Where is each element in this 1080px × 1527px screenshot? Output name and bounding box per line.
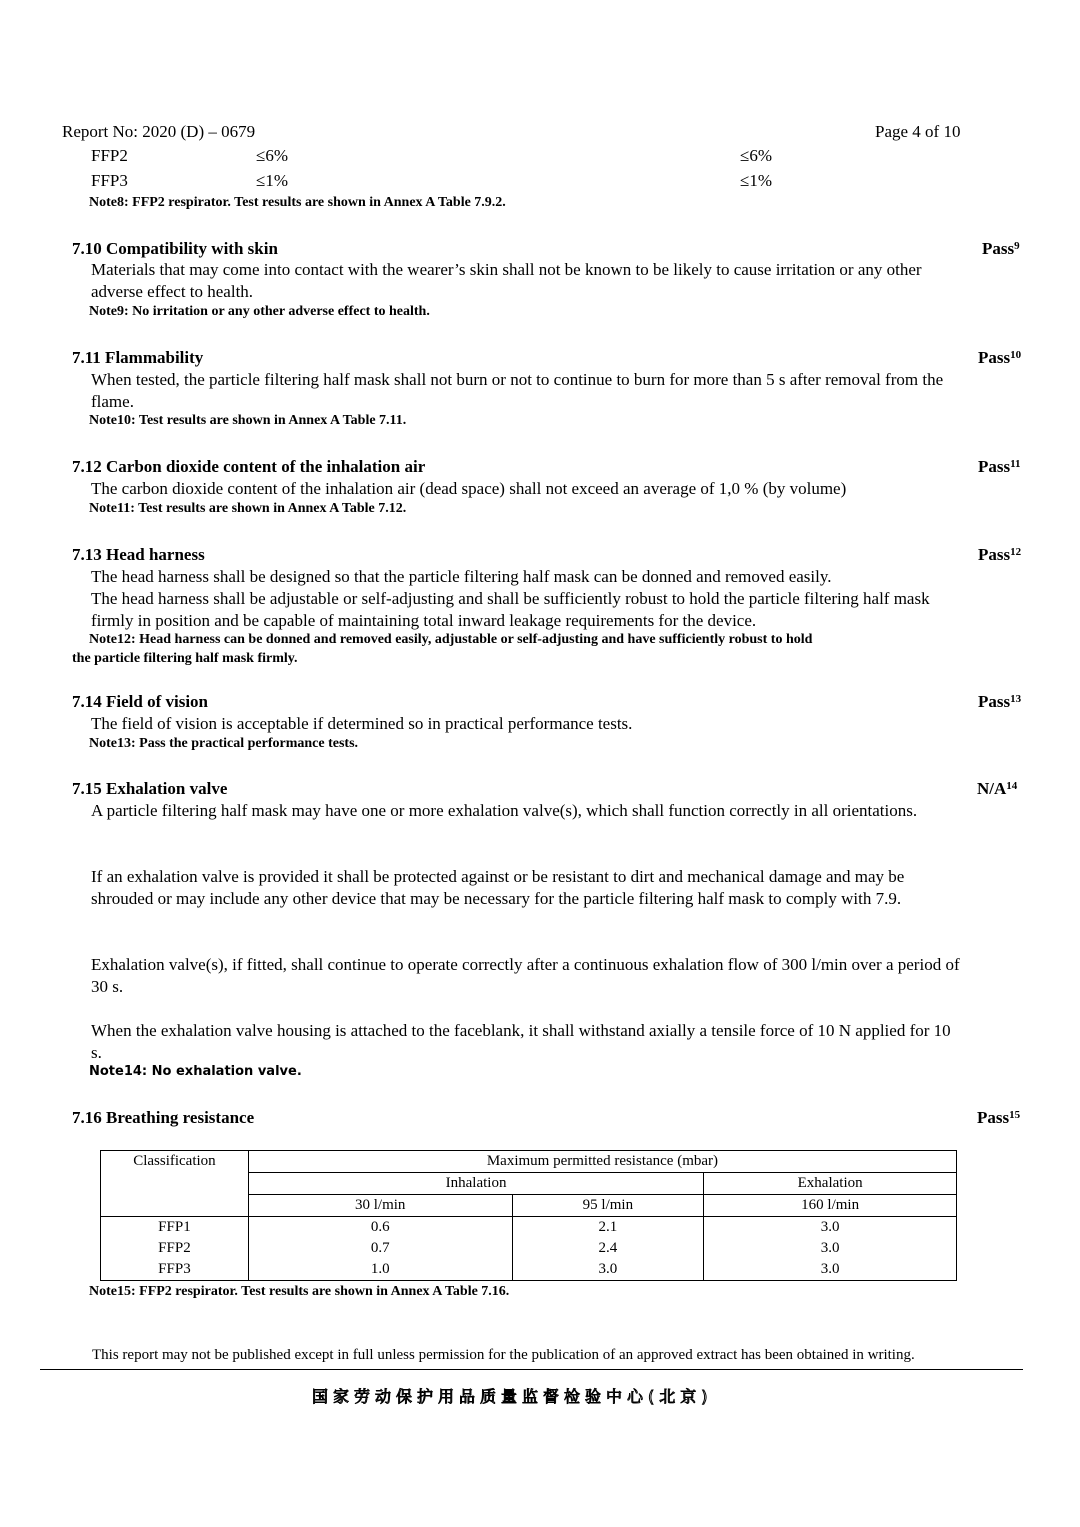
requirement-text: The head harness shall be adjustable or self-adjusting and shall be sufficiently robust to hold the particle filtering half mask firmly in position and be capable of maintaining total inward leakage requirements for the device.: [91, 589, 930, 630]
requirement-text: If an exhalation valve is provided it shall be protected against or be resistant to dirt and mechanical damage and may be shrouded or may include any other device that may be necessary for the particle filtering half mask to comply with 7.9.: [91, 867, 905, 908]
table-cell: FFP3: [101, 1259, 249, 1281]
section-title-7-11: 7.11 Flammability: [72, 348, 204, 367]
table-cell: 0.7: [248, 1238, 512, 1259]
header-30-lmin: 30 l/min: [248, 1195, 512, 1217]
footnote-ref: 11: [1010, 458, 1021, 470]
requirement-text: Exhalation valve(s), if fitted, shall continue to operate correctly after a continuous exhalation flow of 300 l/min over a period of 30 s.: [91, 955, 960, 996]
table-cell: FFP2: [101, 1238, 249, 1259]
footer-divider: [40, 1369, 1023, 1370]
table-cell: 3.0: [704, 1259, 957, 1281]
footnote-ref: 13: [1010, 693, 1022, 705]
result-7-16: Pass$^{15}$: [977, 1108, 1021, 1127]
institution-stamp: 国家劳动保护用品质量监督检验中心(北京): [312, 1387, 713, 1406]
section-title-7-12: 7.12 Carbon dioxide content of the inhalation air: [72, 457, 426, 476]
requirement-text: Materials that may come into contact with the wearer’s skin shall not be known to be likely to cause irritation or any other adverse effect to health.: [91, 260, 922, 301]
section-title-7-16: 7.16 Breathing resistance: [72, 1108, 255, 1127]
header-exhalation: Exhalation: [704, 1173, 957, 1195]
requirement-text: When tested, the particle filtering half mask shall not burn or not to continue to burn for more than 5 s after removal from the flame.: [91, 370, 944, 411]
header-max-resistance: Maximum permitted resistance (mbar): [248, 1151, 956, 1173]
table-cell: 3.0: [704, 1217, 957, 1239]
requirement-text: The carbon dioxide content of the inhalation air (dead space) shall not exceed an average of 1,0 % (by volume): [91, 479, 847, 498]
header-classification: Classification: [101, 1151, 249, 1173]
footnote-ref: 12: [1010, 546, 1022, 558]
table-cell: 3.0: [704, 1238, 957, 1259]
note-12: Note12: Head harness can be donned and removed easily, adjustable or self-adjusting and have sufficiently robust to hold: [89, 632, 813, 647]
note-13: Note13: Pass the practical performance tests.: [89, 736, 359, 751]
requirement-text: The field of vision is acceptable if determined so in practical performance tests.: [91, 714, 633, 733]
section-title-7-10: 7.10 Compatibility with skin: [72, 239, 278, 258]
note-10: Note10: Test results are shown in Annex A Table 7.11.: [89, 413, 407, 428]
result-7-15: $N/A^{14}$: [977, 779, 1018, 798]
section-title-7-15: 7.15 Exhalation valve: [72, 779, 228, 798]
requirement-text: When the exhalation valve housing is attached to the faceblank, it shall withstand axially a tensile force of 10 N applied for 10 s.: [91, 1021, 951, 1062]
breathing-resistance-table: [100, 1150, 957, 1281]
table-cell-empty: [101, 1195, 249, 1217]
table-row: [101, 1259, 957, 1281]
table-cell: 3.0: [512, 1259, 704, 1281]
header-160-lmin: 160 l/min: [704, 1195, 957, 1217]
table-cell: 2.4: [512, 1238, 704, 1259]
note-9: Note9: No irritation or any other adverse effect to health.: [89, 304, 430, 319]
leakage-limit-b: ≤1%: [740, 171, 772, 190]
header-95-lmin: 95 l/min: [512, 1195, 704, 1217]
table-cell-empty: [101, 1173, 249, 1195]
section-title-7-14: 7.14 Field of vision: [72, 692, 209, 711]
leakage-limit-a: ≤1%: [256, 171, 288, 190]
leakage-class: FFP2: [91, 146, 128, 165]
leakage-limit-a: ≤6%: [256, 146, 288, 165]
footer-disclaimer: This report may not be published except in full unless permission for the publication of an approved extract has been obtained in writing.: [92, 1347, 915, 1363]
table-cell: FFP1: [101, 1217, 249, 1239]
result-7-13: Pass$^{12}$: [978, 545, 1022, 564]
table-cell: 1.0: [248, 1259, 512, 1281]
table-cell: 2.1: [512, 1217, 704, 1239]
footnote-ref: 10: [1010, 349, 1022, 361]
header-inhalation: Inhalation: [248, 1173, 703, 1195]
note-15: Note15: FFP2 respirator. Test results are shown in Annex A Table 7.16.: [89, 1284, 510, 1299]
footnote-ref: 15: [1009, 1109, 1021, 1121]
requirement-text: The head harness shall be designed so that the particle filtering half mask can be donned and removed easily.: [91, 567, 832, 586]
table-row: [101, 1217, 957, 1239]
note-14: Note14: No exhalation valve.: [89, 1064, 302, 1079]
result-7-14: Pass$^{13}$: [978, 692, 1022, 711]
note-11: Note11: Test results are shown in Annex A Table 7.12.: [89, 501, 407, 516]
result-7-12: Pass$^{11}$: [978, 457, 1021, 476]
table-row: [101, 1238, 957, 1259]
requirement-text: A particle filtering half mask may have one or more exhalation valve(s), which shall function correctly in all orientations.: [91, 801, 918, 820]
page-number: Page 4 of 10: [875, 122, 961, 141]
leakage-limit-b: ≤6%: [740, 146, 772, 165]
footnote-ref: 9: [1014, 240, 1020, 252]
result-7-11: Pass$^{10}$: [978, 348, 1022, 367]
note-12-continued: the particle filtering half mask firmly.: [72, 651, 298, 666]
table-cell: 0.6: [248, 1217, 512, 1239]
report-number: Report No: 2020 (D) – 0679: [62, 122, 256, 141]
leakage-class: FFP3: [91, 171, 128, 190]
result-7-10: Pass$^9$: [982, 239, 1020, 258]
note-8: Note8: FFP2 respirator. Test results are shown in Annex A Table 7.9.2.: [89, 195, 506, 210]
footnote-ref: 14: [1006, 780, 1018, 792]
section-title-7-13: 7.13 Head harness: [72, 545, 205, 564]
